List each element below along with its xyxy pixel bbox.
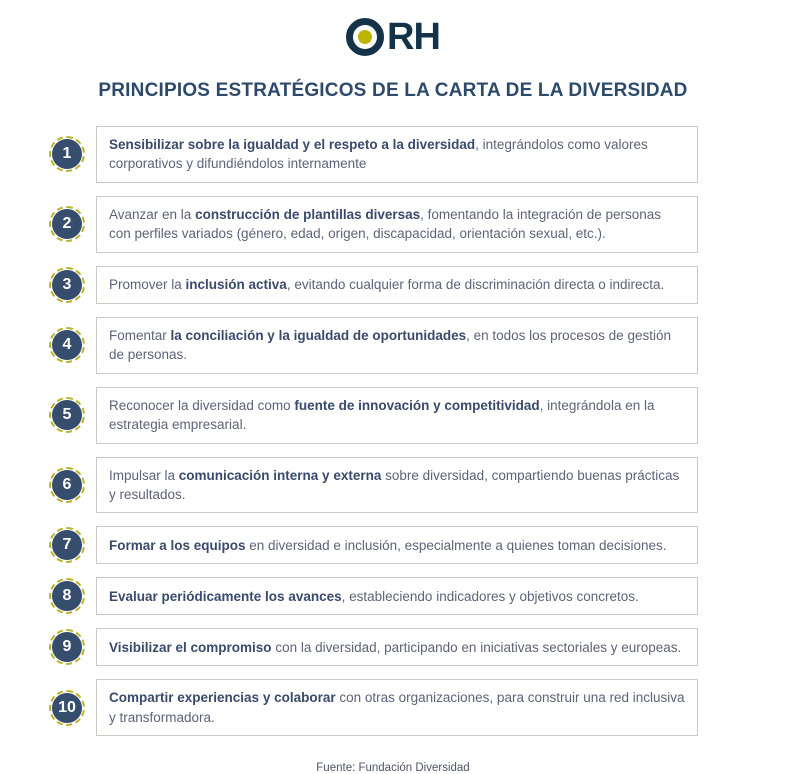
principle-text bbox=[109, 205, 685, 244]
text-segment: , integrándola en la estrategia empresarial. bbox=[109, 397, 655, 433]
principle-text bbox=[109, 326, 685, 365]
principle-box bbox=[96, 628, 698, 666]
principle-box bbox=[96, 577, 698, 615]
text-segment: Promover la bbox=[109, 277, 186, 293]
number-badge bbox=[49, 206, 85, 242]
number-badge-circle bbox=[52, 270, 82, 300]
number-badge-circle bbox=[52, 693, 82, 723]
text-segment: en diversidad e inclusión, especialmente a quienes toman decisiones. bbox=[245, 537, 667, 553]
principle-item bbox=[0, 526, 786, 564]
text-segment: , integrándolos como valores corporativos y difundiéndolos internamente bbox=[109, 137, 648, 172]
number-badge bbox=[49, 690, 85, 726]
principle-box bbox=[96, 526, 698, 564]
principle-text bbox=[109, 135, 685, 174]
principle-box bbox=[96, 317, 698, 374]
number-label: 6 bbox=[62, 475, 72, 493]
number-label: 1 bbox=[62, 145, 72, 163]
logo-o-ring-icon bbox=[346, 18, 384, 56]
principle-text bbox=[109, 396, 685, 435]
principle-box bbox=[96, 457, 698, 514]
text-segment: , estableciendo indicadores y objetivos concretos. bbox=[341, 588, 639, 604]
number-badge-circle bbox=[52, 530, 82, 560]
principle-text bbox=[109, 275, 664, 294]
principle-item bbox=[0, 577, 786, 615]
number-badge-circle bbox=[52, 400, 82, 430]
principle-item bbox=[0, 196, 786, 253]
text-segment: Visibilizar el compromiso bbox=[109, 639, 272, 655]
source-footer: Fuente: Fundación Diversidad bbox=[316, 762, 470, 774]
orh-logo bbox=[346, 18, 440, 56]
text-segment: sobre diversidad, compartiendo buenas prácticas y resultados. bbox=[109, 467, 680, 502]
principle-text bbox=[109, 587, 639, 606]
number-label: 7 bbox=[62, 536, 72, 554]
principle-item bbox=[0, 317, 786, 374]
text-segment: Reconocer la diversidad como bbox=[109, 397, 295, 413]
number-badge bbox=[49, 267, 85, 303]
header bbox=[0, 18, 786, 56]
logo-text: RH bbox=[387, 16, 440, 58]
number-label: 2 bbox=[62, 215, 72, 233]
text-segment: , evitando cualquier forma de discriminación directa o indirecta. bbox=[286, 277, 665, 293]
principle-text bbox=[109, 638, 681, 657]
page-title: PRINCIPIOS ESTRATÉGICOS DE LA CARTA DE LA DIVERSIDAD bbox=[98, 80, 688, 101]
number-badge-circle bbox=[52, 470, 82, 500]
principle-item bbox=[0, 266, 786, 304]
number-badge-circle bbox=[52, 139, 82, 169]
text-segment: Fomentar bbox=[109, 327, 171, 343]
text-segment: Avanzar en la bbox=[109, 206, 196, 222]
number-badge bbox=[49, 327, 85, 363]
number-label: 3 bbox=[62, 275, 72, 293]
number-badge bbox=[49, 397, 85, 433]
principles-list bbox=[0, 126, 786, 736]
principle-text bbox=[109, 466, 685, 505]
principle-item bbox=[0, 628, 786, 666]
principle-box bbox=[96, 126, 698, 183]
number-badge bbox=[49, 136, 85, 172]
number-badge bbox=[49, 629, 85, 665]
text-segment: comunicación interna y externa bbox=[178, 467, 382, 483]
text-segment: fuente de innovación y competitividad bbox=[294, 397, 540, 413]
number-badge-circle bbox=[52, 632, 82, 662]
logo-center-dot-icon bbox=[358, 30, 372, 44]
text-segment: inclusión activa bbox=[185, 277, 287, 293]
number-label: 8 bbox=[62, 587, 72, 605]
text-segment: Compartir experiencias y colaborar bbox=[109, 690, 336, 706]
text-segment: , fomentando la integración de personas con perfiles variados (género, edad, origen, discapacidad, orientación sexual, etc.). bbox=[109, 206, 662, 242]
number-badge-circle bbox=[52, 581, 82, 611]
number-label: 10 bbox=[58, 698, 76, 716]
number-label: 9 bbox=[62, 638, 72, 656]
principle-item bbox=[0, 387, 786, 444]
number-badge bbox=[49, 467, 85, 503]
text-segment: Evaluar periódicamente los avances bbox=[109, 588, 342, 604]
number-badge-circle bbox=[52, 330, 82, 360]
principle-box bbox=[96, 196, 698, 253]
number-badge bbox=[49, 527, 85, 563]
principle-text bbox=[109, 688, 685, 727]
principle-box bbox=[96, 266, 698, 304]
text-segment: Sensibilizar sobre la igualdad y el respeto a la diversidad bbox=[109, 137, 476, 152]
text-segment: Formar a los equipos bbox=[109, 537, 246, 553]
number-label: 5 bbox=[62, 406, 72, 424]
text-segment: con la diversidad, participando en iniciativas sectoriales y europeas. bbox=[271, 639, 682, 655]
principle-item bbox=[0, 126, 786, 183]
number-label: 4 bbox=[62, 336, 72, 354]
text-segment: Impulsar la bbox=[109, 467, 179, 483]
principle-text bbox=[109, 536, 667, 555]
principle-box bbox=[96, 679, 698, 736]
principle-item bbox=[0, 457, 786, 514]
text-segment: construcción de plantillas diversas bbox=[195, 206, 421, 222]
number-badge-circle bbox=[52, 209, 82, 239]
principle-item bbox=[0, 679, 786, 736]
text-segment: , en todos los procesos de gestión de personas. bbox=[109, 327, 671, 363]
number-badge bbox=[49, 578, 85, 614]
text-segment: la conciliación y la igualdad de oportunidades bbox=[170, 327, 467, 343]
text-segment: con otras organizaciones, para construir una red inclusiva y transformadora. bbox=[109, 690, 685, 725]
principle-box bbox=[96, 387, 698, 444]
